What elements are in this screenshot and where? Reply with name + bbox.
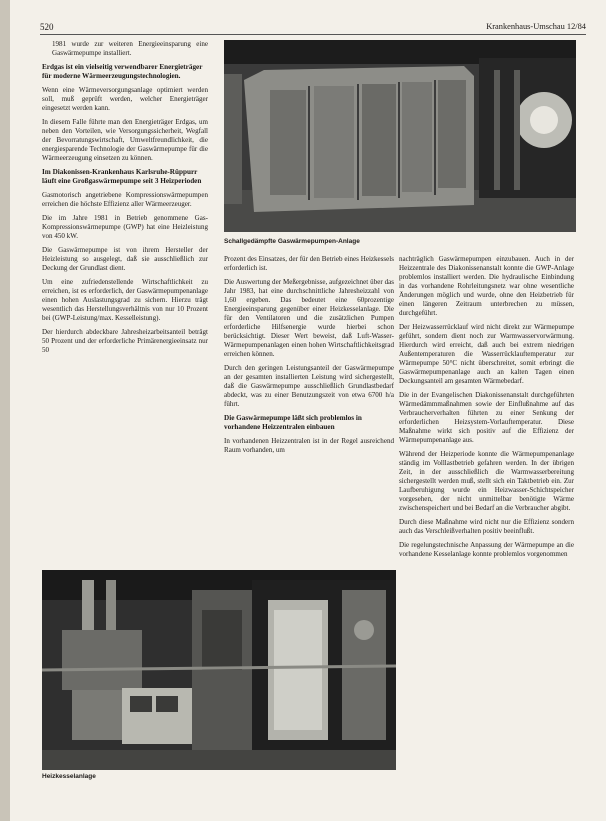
paragraph: Gasmotorisch angetriebene Kompressionswärmepumpen erreichen die höchste Effizienz aller Wärmeerzeuger.: [42, 191, 208, 208]
subheading: Im Diakonissen-Krankenhaus Karlsruhe-Rüppurr läuft eine Großgaswärmepumpe seit 3 Heizperioden: [42, 168, 202, 185]
page-number: 520: [40, 22, 54, 32]
paragraph: Die Gaswärmepumpe ist von ihrem Hersteller der Heizleistung so ausgelegt, daß sie ausschließlich zur Deckung der Grundlast dient.: [42, 246, 208, 272]
column-right: [399, 255, 574, 564]
paragraph: Während der Heizperiode konnte die Wärmepumpenanlage ständig im Volllastbetrieb gefahren werden. In der übrigen Zeit, in der ausschließlich die Warmwasserbereitung sichergestellt werden muß, stellt sich ein Taktbetrieb ein. Zur Laufberuhigung wurde ein Heizwasser-Schichtspeicher vorgesehen, der nicht unmittelbar benötigte Wärme zwischenspeichert und bei Bedarf an die Verbraucher abgibt.: [399, 450, 574, 512]
photo-caption: Schallgedämpfte Gaswärmepumpen-Anlage: [224, 238, 360, 245]
subheading: Erdgas ist ein vielseitig verwendbarer Energieträger für moderne Wärmeerzeugungstechnologien.: [42, 63, 203, 80]
paragraph: Durch diese Maßnahme wird nicht nur die Effizienz sondern auch das Verschleißverhalten positiv beeinflußt.: [399, 518, 574, 535]
paragraph: Der hierdurch abdeckbare Jahresheizarbeitsanteil beträgt 50 Prozent und der erforderliche Primärenergieeinsatz nur 50: [42, 328, 208, 354]
paragraph: Die im Jahre 1981 in Betrieb genommene Gas-Kompressionswärmepumpe (GWP) hat eine Heizleistung von 450 kW.: [42, 214, 208, 240]
page-edge-shadow: [0, 0, 10, 821]
running-head: Krankenhaus-Umschau 12/84: [486, 22, 586, 31]
paragraph: nachträglich Gaswärmepumpen einzubauen. Auch in der Heizzentrale des Diakonissenanstalt konnte die GWP-Anlage problemlos installiert werden. Die hydraulische Einbindung in das vorhandene Rohrleitungsnetz war ohne wesentliche Änderungen möglich und wurde, ohne den Heizbetrieb für einen längeren Zeitraum unterbrechen zu müssen, durchgeführt.: [399, 255, 574, 317]
paragraph: Um eine zufriedenstellende Wirtschaftlichkeit zu erreichen, ist es erforderlich, der Gaswärmepumpenanlage einen hohen Auslastungsgrad zu sichern. Hierzu trägt wesentlich das Herstellungsverhältnis von nur 10 Prozent bei (GWP-Leistung/max. Kesselleistung).: [42, 278, 208, 322]
column-left: [42, 40, 208, 360]
paragraph: Prozent des Einsatzes, der für den Betrieb eines Heizkessels erforderlich ist.: [224, 255, 394, 272]
photo-heat-pump-illustration: [224, 40, 576, 232]
paragraph: Wenn eine Wärmeversorgungsanlage optimiert werden soll, muß geprüft werden, welcher Energieträger eingesetzt werden kann.: [42, 86, 208, 112]
photo-heat-pump-unit: [224, 40, 576, 232]
paragraph: 1981 wurde zur weiteren Energieeinsparung eine Gaswärmepumpe installiert.: [52, 40, 208, 57]
paragraph: Die Auswertung der Meßergebnisse, aufgezeichnet über das Jahr 1983, hat eine durchschnittliche Jahresheizzahl von 1,60 ergeben. Das bedeutet eine 60prozentige Energieeinsparung gegenüber einer Heizkesselanlage. Die für den Ventilatoren und die zusätzlichen Pumpen erforderliche Hilfsenergie wurde hierbei schon berücksichtigt. Dieser Wert beweist, daß Luft-Wasser-Wärmepumpenanlagen einen hohen Wirtschaftlichkeitsgrad erreichen können.: [224, 278, 394, 358]
header-rule: [40, 34, 586, 35]
paragraph: In diesem Falle führte man den Energieträger Erdgas, um neben den Vorteilen, wie Versorgungssicherheit, Wegfall der Bevorratungswirtschaft, Umweltfreundlichkeit, die energiesparende Technologie der Gaswärmepumpe für die Wärmeerzeugung einsetzen zu können.: [42, 118, 208, 162]
paragraph: Der Heizwasserrücklauf wird nicht direkt zur Wärmepumpe geführt, sondern dient noch zur Warmwasservorwärmung. Hierdurch wird erreicht, daß auch bei extrem niedrigen Außentemperaturen die Wasserrücklauftemperatur zur Wärmepumpe 50°C nicht überschreitet, somit erbringt die Gaswärmepumpenanlage auch an kalten Tagen einen Deckungsanteil am gesamten Wärmebedarf.: [399, 323, 574, 385]
photo-boiler-plant: [42, 570, 396, 770]
photo-caption: Heizkesselanlage: [42, 773, 96, 780]
paragraph: Die in der Evangelischen Diakonissenanstalt durchgeführten Wärmedämmmaßnahmen sowie der Einflußnahme auf das Verbraucherverhalten führten zu einer Senkung der erforderlichen Heizsystem-Vorlauftemperatur. Diese Maßnahme wirkt sich positiv auf die Effizienz der Wärmepumpenanlage aus.: [399, 391, 574, 444]
subheading: Die Gaswärmepumpe läßt sich problemlos in vorhandene Heizzentralen einbauen: [224, 414, 362, 431]
photo-boiler-illustration: [42, 570, 396, 770]
paragraph: In vorhandenen Heizzentralen ist in der Regel ausreichend Raum vorhanden, um: [224, 437, 394, 454]
paragraph: Durch den geringen Leistungsanteil der Gaswärmepumpe an der gesamten installierten Leistung wird sichergestellt, daß die Gaswärmepumpe ausschließlich Grundlastbedarf abdeckt, was zu einer Benutzungszeit von etwa 6700 h/a führt.: [224, 364, 394, 408]
column-middle: [224, 255, 394, 460]
paragraph: Die regelungstechnische Anpassung der Wärmepumpe an die vorhandene Kesselanlage konnte problemlos vorgenommen: [399, 541, 574, 558]
